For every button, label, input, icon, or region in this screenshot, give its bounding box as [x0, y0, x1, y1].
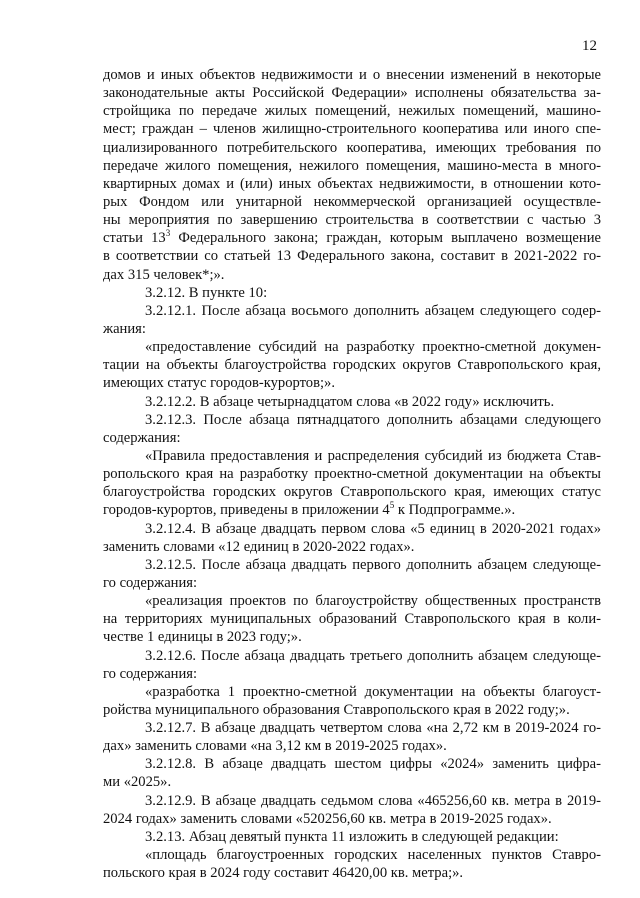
text-line — [103, 193, 601, 211]
text-line-content: 3.2.12.2. В абзаце четырнадцатом слова «в 2022 году» исключить. — [145, 393, 555, 410]
text-line-content: 3.2.12.1. После абзаца восьмого дополнить абзацем следующего содер- — [145, 302, 601, 319]
text-line-content: честве 1 единицы в 2023 году;». — [103, 629, 302, 646]
text-line-content: ны мероприятия по завершению строительства в соответствии с частью 3 — [103, 212, 601, 229]
text-line-content: передаче жилого помещения, нежилого помещения, машино-места в много- — [103, 157, 601, 174]
text-line-content: на территориях муниципальных образований Ставропольского края в коли- — [103, 611, 601, 628]
text-line — [103, 683, 601, 701]
text-line — [103, 447, 601, 465]
text-line-content: го содержания: — [103, 574, 198, 591]
body-text — [103, 66, 601, 882]
text-line — [103, 701, 601, 719]
text-line — [103, 338, 601, 356]
text-line — [103, 846, 601, 864]
text-line — [103, 211, 601, 229]
text-line — [103, 356, 601, 374]
text-line-content: заменить словами «12 единиц в 2020-2022 годах». — [103, 538, 415, 555]
text-line-continuation: Федерального закона; граждан, которым выплачено возмещение — [170, 230, 601, 247]
text-line-content: 3.2.12.8. В абзаце двадцать шестом цифры «2024» заменить цифра- — [145, 756, 601, 773]
text-line — [103, 538, 601, 556]
text-line — [103, 501, 601, 519]
superscript: 5 — [389, 500, 395, 511]
text-line-content: городов-курортов, приведены в приложении 4 — [103, 502, 390, 519]
text-line-content: 3.2.12.4. В абзаце двадцать первом слова «5 единиц в 2020-2021 годах» — [145, 520, 601, 537]
text-line — [103, 66, 601, 84]
text-line-content: 2024 годах» заменить словами «520256,60 кв. метра в 2019-2025 годах». — [103, 810, 552, 827]
text-line — [103, 810, 601, 828]
text-line — [103, 247, 601, 265]
text-line-content: рых Фондом или унитарной некоммерческой организацией осуществле- — [103, 193, 601, 210]
text-line — [103, 828, 601, 846]
text-line — [103, 647, 601, 665]
text-line-content: 3.2.12.5. После абзаца двадцать первого дополнить абзацем следующе- — [145, 556, 601, 573]
superscript: 3 — [165, 228, 171, 239]
text-line-content: дах» заменить словами «на 3,12 км в 2019-2025 годах». — [103, 738, 447, 755]
text-line-content: «реализация проектов по благоустройству общественных пространств — [145, 593, 601, 610]
text-line-content: «разработка 1 проектно-сметной документации на объекты благоуст- — [145, 683, 601, 700]
text-line-content: 3.2.12.7. В абзаце двадцать четвертом слова «на 2,72 км в 2019-2024 го- — [145, 720, 601, 737]
text-line — [103, 266, 601, 284]
text-line-content: законодательные акты Российской Федерации» исполнены обязательства за- — [103, 85, 601, 102]
text-line — [103, 719, 601, 737]
text-line-content: 3.2.12.6. После абзаца двадцать третьего дополнить абзацем следующе- — [145, 647, 601, 664]
text-line — [103, 592, 601, 610]
text-line — [103, 628, 601, 646]
text-line-content: 3.2.12. В пункте 10: — [145, 284, 268, 301]
text-line — [103, 120, 601, 138]
text-line — [103, 520, 601, 538]
text-line — [103, 229, 601, 247]
text-line — [103, 320, 601, 338]
text-line-content: благоустройства городских округов Ставропольского края, имеющих статус — [103, 484, 601, 501]
text-line — [103, 284, 601, 302]
text-line-content: ропольского края на разработку проектно-сметной документации на объекты — [103, 466, 601, 483]
text-line — [103, 665, 601, 683]
text-line-content: стройщика по передаче жилых помещений, нежилых помещений, машино- — [103, 103, 601, 120]
text-line-content: ройства муниципального образования Ставропольского края в 2022 году;». — [103, 701, 570, 718]
text-line — [103, 465, 601, 483]
text-line — [103, 102, 601, 120]
text-line-content: «Правила предоставления и распределения субсидий из бюджета Став- — [145, 447, 601, 464]
text-line — [103, 157, 601, 175]
text-line — [103, 556, 601, 574]
text-line-content: жания: — [103, 320, 146, 337]
text-line — [103, 483, 601, 501]
text-line — [103, 411, 601, 429]
text-line-content: польского края в 2024 году составит 46420,00 кв. метра;». — [103, 865, 464, 882]
text-line-content: циализированного потребительского кооператива, имеющих требования по — [103, 139, 601, 156]
text-line-content: мест; граждан – членов жилищно-строительного кооператива или иного спе- — [103, 121, 601, 138]
text-line-content: квартирных домах и (или) иных объектах недвижимости, в отношении кото- — [103, 175, 601, 192]
text-line-content: ми «2025». — [103, 774, 172, 791]
text-line — [103, 773, 601, 791]
page-number: 12 — [582, 38, 597, 54]
text-line-content: тации на объекты благоустройства городских округов Ставропольского края, — [103, 357, 601, 374]
text-line-content: содержания: — [103, 429, 181, 446]
text-line-content: дах 315 человек*;». — [103, 266, 225, 283]
text-line-content: домов и иных объектов недвижимости и о внесении изменений в некоторые — [103, 67, 601, 83]
text-line — [103, 755, 601, 773]
text-line-content: 3.2.13. Абзац девятый пункта 11 изложить в следующей редакции: — [145, 828, 559, 845]
text-line-content: 3.2.12.9. В абзаце двадцать седьмом слова «465256,60 кв. метра в 2019- — [145, 792, 601, 809]
text-line-content: 3.2.12.3. После абзаца пятнадцатого дополнить абзацами следующего — [145, 411, 601, 428]
text-line-continuation: к Подпрограмме.». — [394, 502, 516, 519]
text-line — [103, 302, 601, 320]
text-line — [103, 864, 601, 882]
text-line — [103, 792, 601, 810]
text-line-content: в соответствии со статьей 13 Федерального закона, составит в 2021-2022 го- — [103, 248, 601, 265]
text-line — [103, 393, 601, 411]
text-line — [103, 175, 601, 193]
text-line — [103, 574, 601, 592]
text-line — [103, 374, 601, 392]
text-line-content: имеющих статус городов-курортов;». — [103, 375, 335, 392]
text-line — [103, 737, 601, 755]
text-line — [103, 610, 601, 628]
text-line-content: го содержания: — [103, 665, 198, 682]
text-line-content: статьи 13 — [103, 230, 166, 247]
text-line-content: «площадь благоустроенных городских населенных пунктов Ставро- — [145, 847, 601, 864]
text-line-content: «предоставление субсидий на разработку проектно-сметной докумен- — [145, 339, 601, 356]
text-line — [103, 84, 601, 102]
text-line — [103, 139, 601, 157]
text-line — [103, 429, 601, 447]
